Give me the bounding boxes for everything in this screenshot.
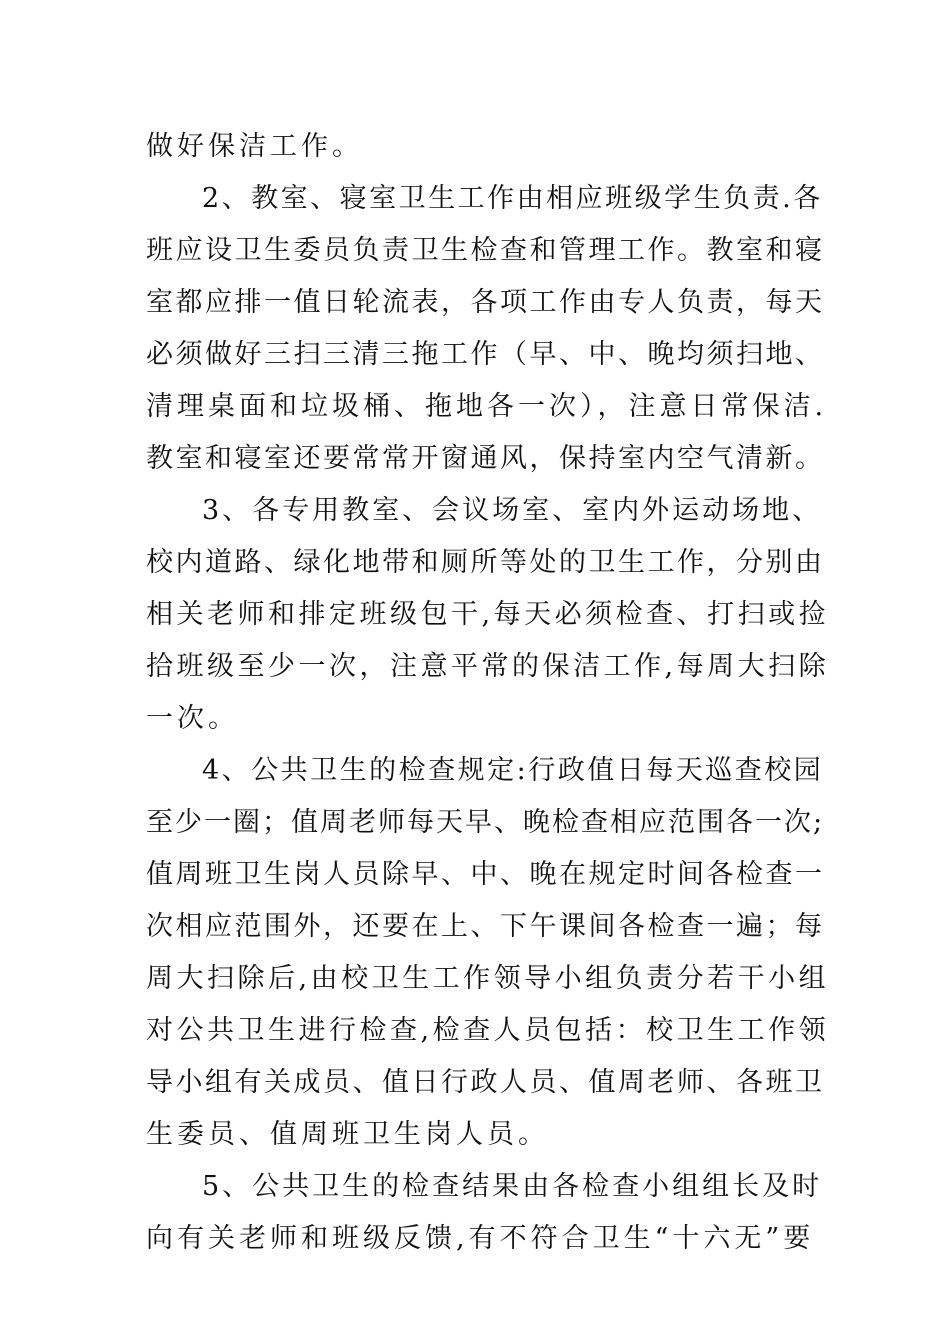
text-line: 必须做好三扫三清三拖工作（早、中、晚均须扫地、 (146, 339, 825, 370)
text-line: 清理桌面和垃圾桶、拖地各一次），注意日常保洁. (146, 391, 828, 422)
text-line: 周大扫除后,由校卫生工作领导小组负责分若干小组 (146, 963, 830, 994)
text-line: 向有关老师和班级反馈,有不符合卫生“十六无”要 (146, 1223, 815, 1254)
text-line: 教室和寝室还要常常开窗通风，保持室内空气清新。 (146, 443, 825, 474)
paragraph-4-start: 4、公共卫生的检查规定:行政值日每天巡查校园 (202, 755, 824, 786)
text-line: 班应设卫生委员负责卫生检查和管理工作。教室和寝 (146, 235, 825, 266)
text-line: 拾班级至少一次，注意平常的保洁工作,每周大扫除 (146, 651, 830, 682)
text-line: 室都应排一值日轮流表，各项工作由专人负责，每天 (146, 287, 825, 318)
text-line: 相关老师和排定班级包干,每天必须检查、打扫或捡 (146, 599, 830, 630)
paragraph-2-start: 2、教室、寝室卫生工作由相应班级学生负责.各 (202, 183, 823, 214)
text-line: 对公共卫生进行检查,检查人员包括：校卫生工作领 (146, 1015, 830, 1046)
text-line: 一次。 (146, 703, 239, 734)
text-line: 做好保洁工作。 (146, 131, 363, 162)
paragraph-3-start: 3、各专用教室、会议场室、室内外运动场地、 (202, 495, 823, 526)
text-line: 至少一圈；值周老师每天早、晚检查相应范围各一次; (146, 807, 825, 838)
text-line: 导小组有关成员、值日行政人员、值周老师、各班卫 (146, 1067, 825, 1098)
text-line: 生委员、值周班卫生岗人员。 (146, 1119, 549, 1150)
text-line: 值周班卫生岗人员除早、中、晚在规定时间各检查一 (146, 859, 825, 890)
text-line: 次相应范围外，还要在上、下午课间各检查一遍；每 (146, 911, 825, 942)
text-line: 校内道路、绿化地带和厕所等处的卫生工作，分别由 (146, 547, 825, 578)
paragraph-5-start: 5、公共卫生的检查结果由各检查小组组长及时 (202, 1171, 823, 1202)
